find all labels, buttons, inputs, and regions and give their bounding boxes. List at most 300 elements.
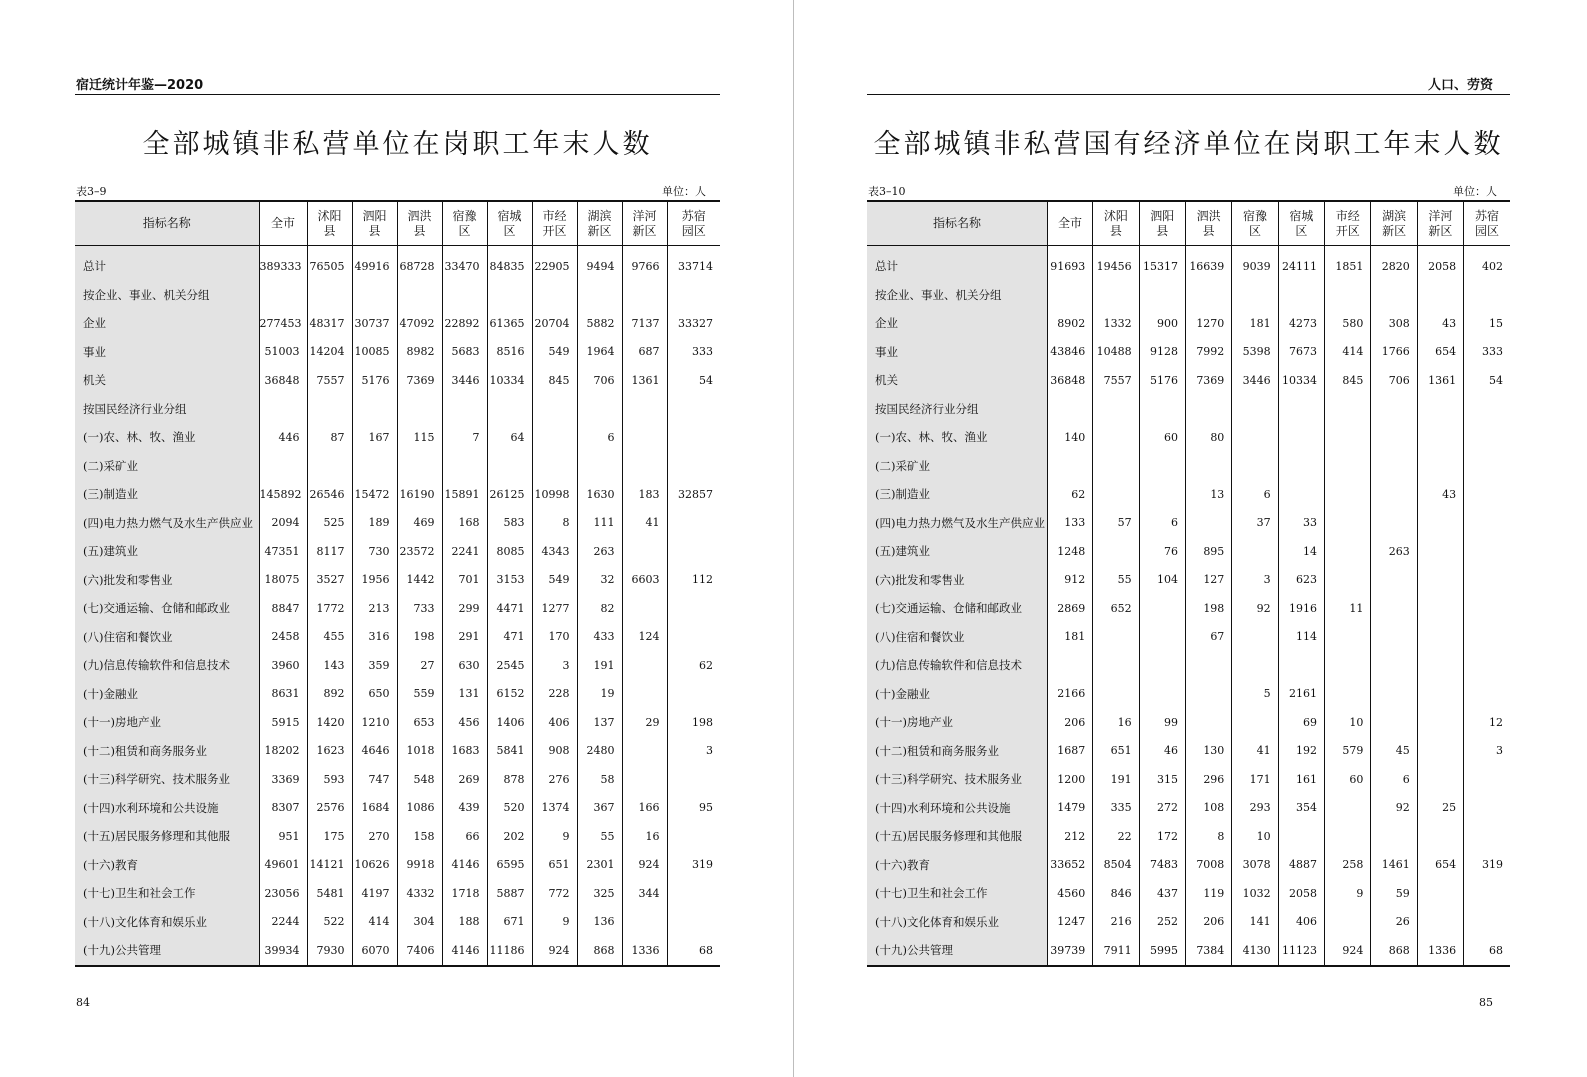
- data-cell: 54: [1464, 366, 1510, 395]
- row-label: 按国民经济行业分组: [867, 395, 1047, 424]
- data-cell: 1479: [1047, 794, 1092, 823]
- data-cell: 15: [1464, 309, 1510, 338]
- data-cell: [1464, 395, 1510, 424]
- table-row: [867, 680, 1510, 709]
- data-cell: 16190: [397, 480, 442, 509]
- data-table: [75, 200, 720, 967]
- data-cell: [667, 623, 720, 652]
- data-cell: 304: [397, 908, 442, 937]
- data-cell: [1325, 794, 1371, 823]
- data-cell: 402: [1464, 246, 1510, 281]
- data-cell: [1371, 680, 1417, 709]
- data-cell: [577, 452, 622, 481]
- data-cell: 7369: [397, 366, 442, 395]
- data-cell: 5882: [577, 309, 622, 338]
- data-cell: [1139, 395, 1185, 424]
- data-cell: 15891: [442, 480, 487, 509]
- data-cell: [1093, 395, 1139, 424]
- data-cell: 654: [1417, 338, 1463, 367]
- header-row: [75, 201, 720, 246]
- data-cell: 5915: [259, 708, 307, 737]
- row-label: 机关: [867, 366, 1047, 395]
- data-cell: [1047, 395, 1092, 424]
- data-cell: [1464, 423, 1510, 452]
- data-cell: 3078: [1232, 851, 1278, 880]
- data-cell: 130: [1185, 737, 1231, 766]
- data-cell: 333: [667, 338, 720, 367]
- data-cell: 62: [667, 651, 720, 680]
- data-cell: 13: [1185, 480, 1231, 509]
- data-cell: 191: [1093, 765, 1139, 794]
- data-cell: 10334: [1278, 366, 1324, 395]
- data-cell: 68: [1464, 936, 1510, 966]
- data-cell: [1417, 423, 1463, 452]
- data-cell: [1325, 480, 1371, 509]
- data-cell: 912: [1047, 566, 1092, 595]
- data-cell: 16639: [1185, 246, 1231, 281]
- data-cell: 7911: [1093, 936, 1139, 966]
- data-cell: 6070: [352, 936, 397, 966]
- data-cell: 48317: [307, 309, 352, 338]
- data-cell: [487, 395, 532, 424]
- data-cell: 3960: [259, 651, 307, 680]
- data-cell: 5398: [1232, 338, 1278, 367]
- data-cell: [1371, 395, 1417, 424]
- data-cell: 10334: [487, 366, 532, 395]
- data-cell: 456: [442, 708, 487, 737]
- data-cell: [397, 452, 442, 481]
- table-row: [867, 309, 1510, 338]
- data-cell: 1374: [532, 794, 577, 823]
- table-row: [867, 452, 1510, 481]
- table-row: [867, 338, 1510, 367]
- data-cell: [1371, 651, 1417, 680]
- data-cell: 2458: [259, 623, 307, 652]
- data-cell: 183: [622, 480, 667, 509]
- row-label: (十四)水利环境和公共设施: [867, 794, 1047, 823]
- data-cell: [622, 423, 667, 452]
- data-cell: 55: [577, 822, 622, 851]
- data-cell: 325: [577, 879, 622, 908]
- data-cell: 471: [487, 623, 532, 652]
- data-cell: 1248: [1047, 537, 1092, 566]
- data-cell: [1185, 509, 1231, 538]
- data-cell: 1247: [1047, 908, 1092, 937]
- data-cell: 359: [352, 651, 397, 680]
- data-cell: [1139, 651, 1185, 680]
- data-cell: 175: [307, 822, 352, 851]
- data-cell: 1420: [307, 708, 352, 737]
- data-cell: 344: [622, 879, 667, 908]
- data-cell: 15317: [1139, 246, 1185, 281]
- data-cell: 270: [352, 822, 397, 851]
- data-cell: [622, 395, 667, 424]
- data-cell: [1093, 452, 1139, 481]
- table-row: [75, 908, 720, 937]
- data-cell: 846: [1093, 879, 1139, 908]
- data-cell: 1623: [307, 737, 352, 766]
- data-cell: 59: [1371, 879, 1417, 908]
- data-cell: 91693: [1047, 246, 1092, 281]
- data-cell: 33652: [1047, 851, 1092, 880]
- data-cell: 10998: [532, 480, 577, 509]
- data-cell: 228: [532, 680, 577, 709]
- data-cell: 19: [577, 680, 622, 709]
- data-cell: 455: [307, 623, 352, 652]
- data-cell: 1200: [1047, 765, 1092, 794]
- data-cell: 66: [442, 822, 487, 851]
- data-cell: [1371, 822, 1417, 851]
- data-cell: 6: [1371, 765, 1417, 794]
- data-cell: [622, 765, 667, 794]
- table-row: [867, 366, 1510, 395]
- data-cell: [1417, 822, 1463, 851]
- data-cell: [1417, 651, 1463, 680]
- table-row: [75, 366, 720, 395]
- data-cell: 8847: [259, 594, 307, 623]
- data-cell: [1047, 651, 1092, 680]
- data-cell: [1464, 452, 1510, 481]
- table-row: [75, 395, 720, 424]
- data-table: [867, 200, 1510, 967]
- data-cell: 6: [1232, 480, 1278, 509]
- data-cell: [1464, 908, 1510, 937]
- data-cell: 51003: [259, 338, 307, 367]
- table-row: [75, 537, 720, 566]
- data-cell: 39739: [1047, 936, 1092, 966]
- data-cell: 651: [532, 851, 577, 880]
- row-label: (六)批发和零售业: [867, 566, 1047, 595]
- data-cell: [1464, 509, 1510, 538]
- data-cell: 181: [1232, 309, 1278, 338]
- data-cell: 687: [622, 338, 667, 367]
- data-cell: 6603: [622, 566, 667, 595]
- data-cell: 2244: [259, 908, 307, 937]
- table-row: [75, 423, 720, 452]
- data-cell: [667, 908, 720, 937]
- data-cell: [1464, 623, 1510, 652]
- data-cell: 333: [1464, 338, 1510, 367]
- row-label: (十)金融业: [75, 680, 259, 709]
- data-cell: 520: [487, 794, 532, 823]
- data-cell: [442, 452, 487, 481]
- data-cell: 36848: [1047, 366, 1092, 395]
- data-cell: 9: [532, 908, 577, 937]
- data-cell: [352, 281, 397, 310]
- data-cell: [442, 395, 487, 424]
- data-cell: [1464, 680, 1510, 709]
- data-cell: 60: [1325, 765, 1371, 794]
- data-cell: [1139, 480, 1185, 509]
- data-cell: 4646: [352, 737, 397, 766]
- data-cell: 5176: [352, 366, 397, 395]
- data-cell: [667, 822, 720, 851]
- data-cell: [1278, 452, 1324, 481]
- data-cell: 559: [397, 680, 442, 709]
- data-cell: [1464, 879, 1510, 908]
- data-cell: 115: [397, 423, 442, 452]
- table-row: [867, 651, 1510, 680]
- table-number: 表3–10: [868, 185, 906, 198]
- data-cell: [442, 281, 487, 310]
- data-cell: 4560: [1047, 879, 1092, 908]
- table-row: [867, 708, 1510, 737]
- data-cell: 7137: [622, 309, 667, 338]
- data-cell: 14121: [307, 851, 352, 880]
- data-cell: 900: [1139, 309, 1185, 338]
- right-page: [794, 0, 1587, 1077]
- data-cell: 198: [397, 623, 442, 652]
- table-row: [75, 623, 720, 652]
- data-cell: 6: [577, 423, 622, 452]
- data-cell: 2869: [1047, 594, 1092, 623]
- data-cell: 143: [307, 651, 352, 680]
- data-cell: 167: [352, 423, 397, 452]
- row-label: (二)采矿业: [75, 452, 259, 481]
- data-cell: 733: [397, 594, 442, 623]
- column-header-indicator: 指标名称: [75, 201, 259, 246]
- data-cell: [1232, 281, 1278, 310]
- data-cell: [1278, 822, 1324, 851]
- row-label: (八)住宿和餐饮业: [867, 623, 1047, 652]
- table-row: [867, 537, 1510, 566]
- data-cell: 16: [1093, 708, 1139, 737]
- column-header: 湖滨 新区: [1371, 201, 1417, 246]
- column-header: 全市: [1047, 201, 1092, 246]
- data-cell: [1093, 423, 1139, 452]
- data-cell: 141: [1232, 908, 1278, 937]
- data-cell: 2576: [307, 794, 352, 823]
- data-cell: 26: [1371, 908, 1417, 937]
- data-cell: 8117: [307, 537, 352, 566]
- table-title: 全部城镇非私营单位在岗职工年末人数: [142, 129, 653, 160]
- data-cell: [1185, 395, 1231, 424]
- data-cell: [1464, 281, 1510, 310]
- row-label: (十八)文化体育和娱乐业: [867, 908, 1047, 937]
- data-cell: [1278, 395, 1324, 424]
- data-cell: 525: [307, 509, 352, 538]
- data-cell: [577, 395, 622, 424]
- table-row: [75, 822, 720, 851]
- data-cell: 2166: [1047, 680, 1092, 709]
- data-cell: 414: [1325, 338, 1371, 367]
- data-cell: 64: [487, 423, 532, 452]
- data-cell: [1325, 423, 1371, 452]
- data-cell: 2241: [442, 537, 487, 566]
- data-cell: 895: [1185, 537, 1231, 566]
- data-cell: [1417, 281, 1463, 310]
- table-row: [867, 794, 1510, 823]
- data-cell: 7930: [307, 936, 352, 966]
- table-row: [867, 822, 1510, 851]
- data-cell: 43846: [1047, 338, 1092, 367]
- table-row: [75, 281, 720, 310]
- data-cell: 41: [622, 509, 667, 538]
- data-cell: 924: [532, 936, 577, 966]
- data-cell: 299: [442, 594, 487, 623]
- data-cell: 579: [1325, 737, 1371, 766]
- data-cell: 188: [442, 908, 487, 937]
- data-cell: 2058: [1278, 879, 1324, 908]
- row-label: (五)建筑业: [867, 537, 1047, 566]
- row-label: (三)制造业: [75, 480, 259, 509]
- table-row: [867, 480, 1510, 509]
- row-label: 总计: [75, 246, 259, 281]
- row-label: (十五)居民服务修理和其他服: [867, 822, 1047, 851]
- data-cell: 293: [1232, 794, 1278, 823]
- data-cell: 924: [622, 851, 667, 880]
- data-cell: 22892: [442, 309, 487, 338]
- table-row: [75, 452, 720, 481]
- data-cell: 10: [1232, 822, 1278, 851]
- data-cell: 446: [259, 423, 307, 452]
- column-header: 泗阳 县: [352, 201, 397, 246]
- column-header: 沭阳 县: [1093, 201, 1139, 246]
- column-header: 洋河 新区: [622, 201, 667, 246]
- data-cell: [1325, 566, 1371, 595]
- table-row: [75, 936, 720, 966]
- data-cell: 263: [1371, 537, 1417, 566]
- data-cell: [667, 509, 720, 538]
- data-cell: 651: [1093, 737, 1139, 766]
- table-row: [75, 338, 720, 367]
- table-row: [867, 281, 1510, 310]
- data-cell: [1464, 822, 1510, 851]
- data-cell: 2301: [577, 851, 622, 880]
- data-cell: 10: [1325, 708, 1371, 737]
- data-cell: [1093, 281, 1139, 310]
- column-header: 沭阳 县: [307, 201, 352, 246]
- data-cell: 5481: [307, 879, 352, 908]
- table-row: [867, 566, 1510, 595]
- data-cell: 3446: [1232, 366, 1278, 395]
- data-cell: [1093, 623, 1139, 652]
- data-cell: [1139, 452, 1185, 481]
- data-cell: 87: [307, 423, 352, 452]
- row-label: (十)金融业: [867, 680, 1047, 709]
- data-cell: 319: [667, 851, 720, 880]
- data-cell: [667, 680, 720, 709]
- data-cell: 1361: [1417, 366, 1463, 395]
- data-cell: 131: [442, 680, 487, 709]
- data-cell: [667, 879, 720, 908]
- data-cell: [1278, 651, 1324, 680]
- data-cell: 951: [259, 822, 307, 851]
- data-cell: 1461: [1371, 851, 1417, 880]
- table-row: [867, 623, 1510, 652]
- data-cell: 1630: [577, 480, 622, 509]
- data-cell: [1325, 822, 1371, 851]
- data-cell: 4146: [442, 851, 487, 880]
- data-cell: 19456: [1093, 246, 1139, 281]
- data-cell: 8982: [397, 338, 442, 367]
- data-cell: [1417, 737, 1463, 766]
- table-row: [75, 246, 720, 281]
- data-cell: [1371, 594, 1417, 623]
- data-cell: [1417, 879, 1463, 908]
- data-cell: [1093, 480, 1139, 509]
- data-cell: [1417, 680, 1463, 709]
- data-cell: [259, 452, 307, 481]
- data-cell: [259, 281, 307, 310]
- data-cell: [1232, 423, 1278, 452]
- row-label: (十七)卫生和社会工作: [75, 879, 259, 908]
- data-cell: 12: [1464, 708, 1510, 737]
- data-cell: [667, 395, 720, 424]
- data-cell: 192: [1278, 737, 1324, 766]
- data-cell: 263: [577, 537, 622, 566]
- data-cell: 319: [1464, 851, 1510, 880]
- data-cell: [667, 281, 720, 310]
- data-cell: 5: [1232, 680, 1278, 709]
- data-cell: [1417, 509, 1463, 538]
- data-cell: [622, 680, 667, 709]
- table-row: [867, 936, 1510, 966]
- table-row: [75, 794, 720, 823]
- data-cell: 845: [1325, 366, 1371, 395]
- data-cell: 76505: [307, 246, 352, 281]
- data-cell: 181: [1047, 623, 1092, 652]
- data-cell: [1464, 480, 1510, 509]
- data-cell: 1018: [397, 737, 442, 766]
- data-cell: 868: [1371, 936, 1417, 966]
- data-cell: 49601: [259, 851, 307, 880]
- data-cell: 315: [1139, 765, 1185, 794]
- data-cell: [1139, 680, 1185, 709]
- data-cell: [1371, 281, 1417, 310]
- data-cell: 1332: [1093, 309, 1139, 338]
- data-cell: 5995: [1139, 936, 1185, 966]
- data-cell: 57: [1093, 509, 1139, 538]
- data-cell: [667, 594, 720, 623]
- data-cell: [1417, 765, 1463, 794]
- data-cell: 4887: [1278, 851, 1324, 880]
- data-cell: [307, 395, 352, 424]
- data-cell: [1185, 651, 1231, 680]
- data-cell: 583: [487, 509, 532, 538]
- table-row: [75, 309, 720, 338]
- data-cell: [1232, 708, 1278, 737]
- data-cell: 2058: [1417, 246, 1463, 281]
- data-cell: 272: [1139, 794, 1185, 823]
- data-cell: 8631: [259, 680, 307, 709]
- data-cell: 16: [622, 822, 667, 851]
- data-cell: [1185, 281, 1231, 310]
- data-cell: [1325, 509, 1371, 538]
- data-cell: [1371, 708, 1417, 737]
- data-cell: 7483: [1139, 851, 1185, 880]
- data-cell: [1464, 537, 1510, 566]
- data-cell: 26125: [487, 480, 532, 509]
- data-cell: 166: [622, 794, 667, 823]
- data-cell: 630: [442, 651, 487, 680]
- data-cell: 41: [1232, 737, 1278, 766]
- column-header: 湖滨 新区: [577, 201, 622, 246]
- data-cell: [1232, 537, 1278, 566]
- data-cell: 414: [352, 908, 397, 937]
- data-cell: 924: [1325, 936, 1371, 966]
- table-row: [867, 851, 1510, 880]
- data-cell: 5841: [487, 737, 532, 766]
- data-cell: 4273: [1278, 309, 1324, 338]
- data-cell: 354: [1278, 794, 1324, 823]
- data-cell: 892: [307, 680, 352, 709]
- page-number: 84: [76, 996, 90, 1009]
- data-cell: 7369: [1185, 366, 1231, 395]
- column-header: 宿城 区: [1278, 201, 1324, 246]
- data-cell: 213: [352, 594, 397, 623]
- table-number: 表3–9: [76, 185, 107, 198]
